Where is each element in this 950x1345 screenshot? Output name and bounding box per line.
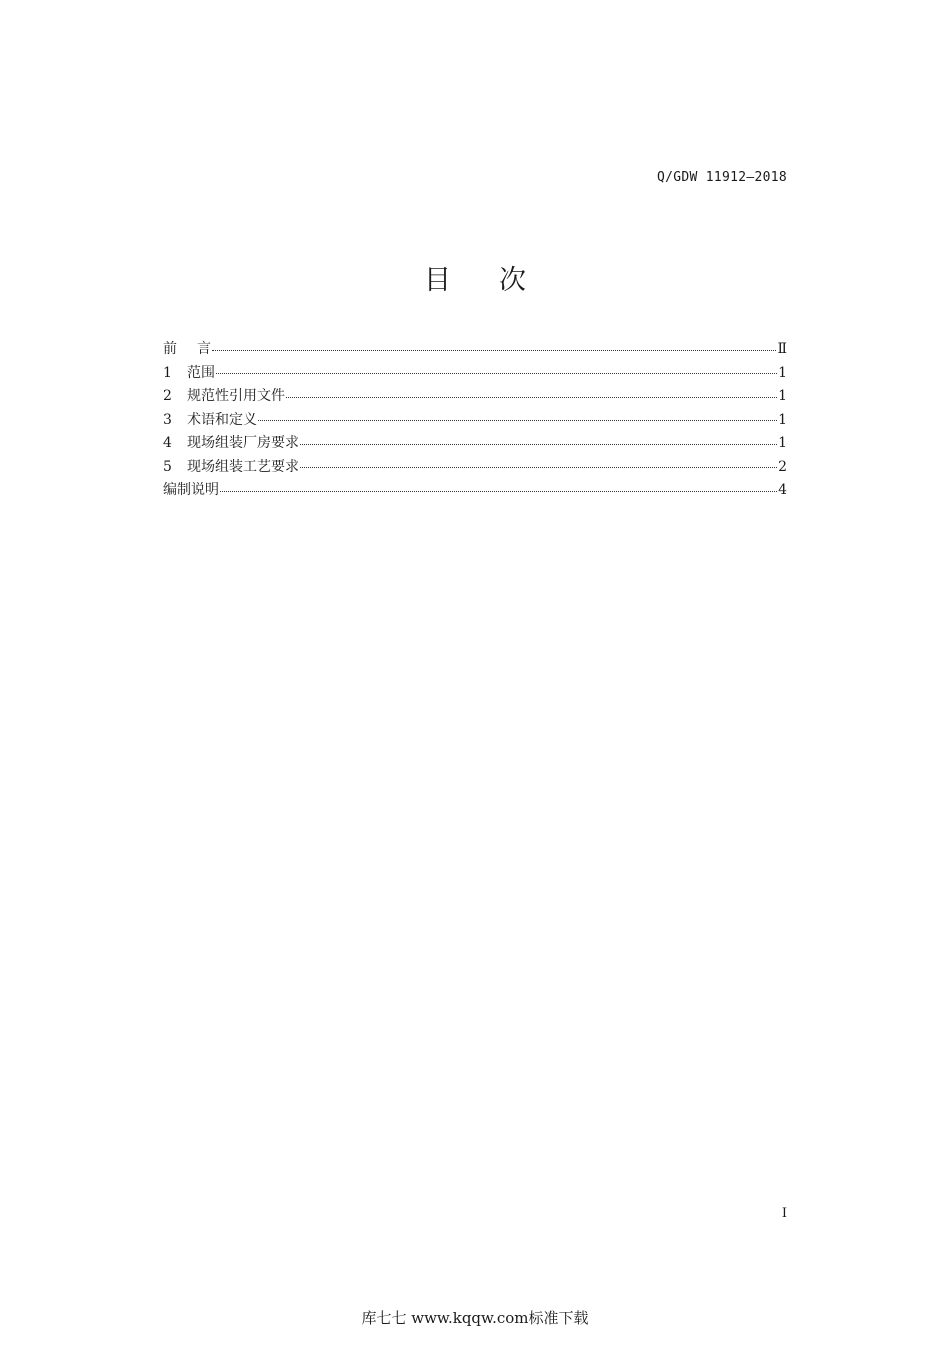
toc-item-workshop-requirements[interactable] <box>163 432 787 456</box>
toc-item-label: 规范性引用文件 <box>187 388 285 404</box>
toc-leader-dots <box>300 444 777 445</box>
toc-item-process-requirements[interactable] <box>163 456 787 480</box>
toc-leader-dots <box>300 467 777 468</box>
toc-item-scope[interactable] <box>163 362 787 386</box>
toc-leader-dots <box>258 420 777 421</box>
table-of-contents <box>163 338 787 503</box>
toc-item-label-part2: 言 <box>197 341 211 357</box>
toc-item-label: 术语和定义 <box>187 411 257 428</box>
toc-item-page: 1 <box>778 411 787 428</box>
toc-title-part1: 目 <box>424 265 451 296</box>
toc-item-number: 2 <box>163 388 172 404</box>
toc-item-label: 现场组装厂房要求 <box>187 435 299 451</box>
document-id: Q/GDW 11912—2018 <box>656 170 787 185</box>
toc-item-page: 1 <box>778 388 787 404</box>
toc-leader-dots <box>212 350 776 351</box>
toc-item-compilation-notes[interactable] <box>163 479 787 503</box>
toc-item-number: 3 <box>163 411 172 428</box>
toc-item-foreword[interactable] <box>163 338 787 362</box>
toc-item-label: 前 <box>163 341 177 357</box>
toc-item-number: 4 <box>163 435 172 451</box>
page-number: I <box>781 1206 787 1221</box>
toc-item-number: 5 <box>163 458 172 475</box>
toc-leader-dots <box>220 491 777 492</box>
toc-item-label: 现场组装工艺要求 <box>187 458 299 475</box>
toc-item-terms-definitions[interactable] <box>163 409 787 433</box>
toc-item-page: 4 <box>778 482 787 498</box>
toc-item-page: 2 <box>778 458 787 475</box>
toc-item-page: 1 <box>778 435 787 451</box>
toc-item-normative-references[interactable] <box>163 385 787 409</box>
toc-title-part2: 次 <box>499 265 526 296</box>
toc-item-label: 编制说明 <box>163 482 219 498</box>
toc-leader-dots <box>286 397 777 398</box>
toc-title <box>0 258 950 297</box>
toc-item-page: Ⅱ <box>777 341 787 357</box>
toc-item-number: 1 <box>163 364 172 381</box>
toc-leader-dots <box>216 373 777 374</box>
footer-watermark: 库七七 www.kqqw.com标准下载 <box>361 1309 589 1327</box>
toc-item-page: 1 <box>778 364 787 381</box>
toc-item-label: 范围 <box>187 364 215 381</box>
